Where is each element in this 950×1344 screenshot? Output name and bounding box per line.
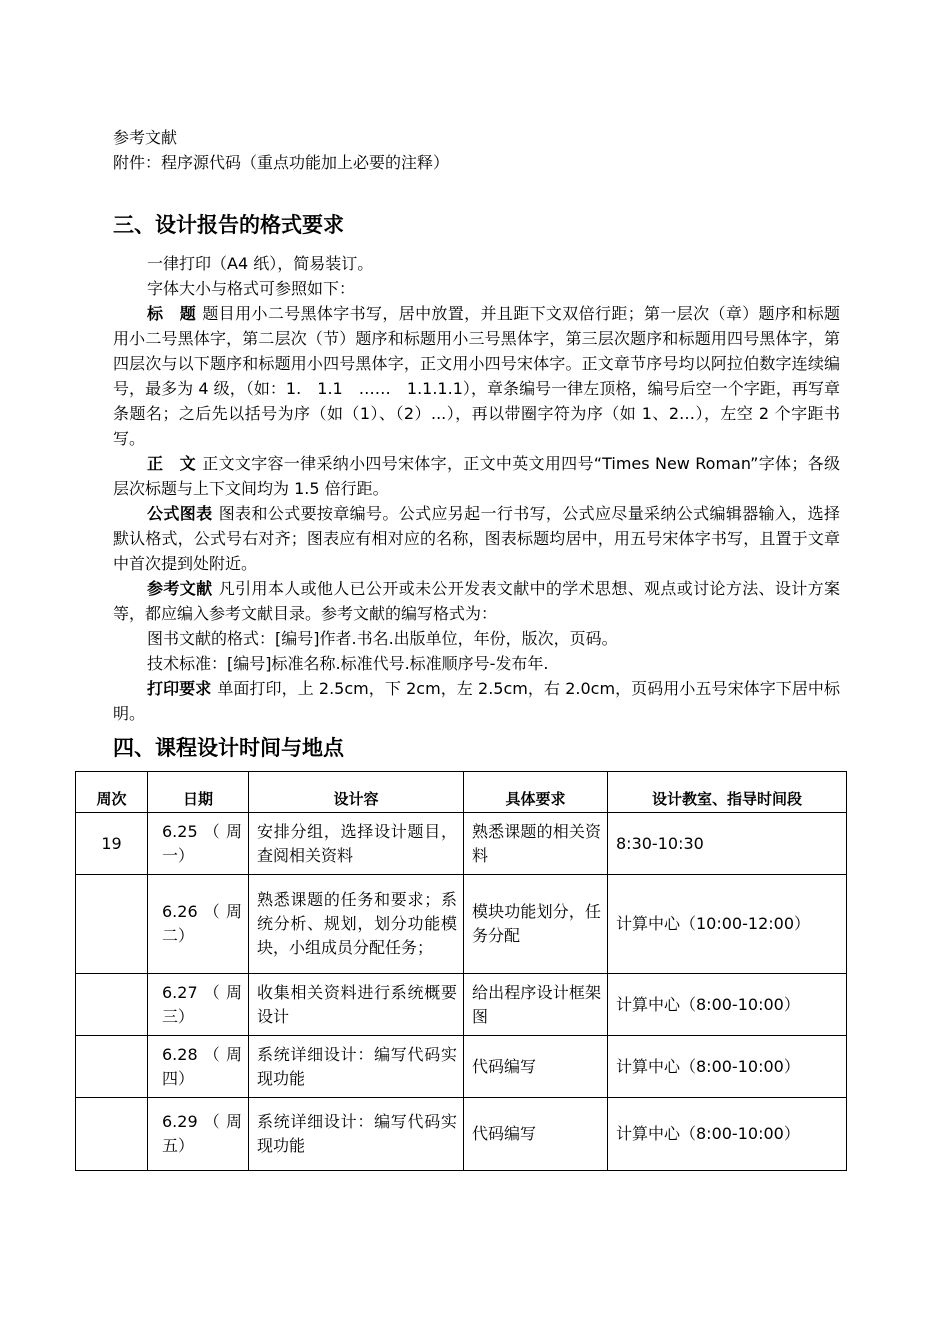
standard-ref-format-line: 技术标准：[编号]标准名称.标准代号.标准顺序号-发布年. xyxy=(147,654,549,673)
date-cell: 6.28（周四） xyxy=(148,1036,249,1098)
table-row xyxy=(76,1098,847,1171)
content-cell: 收集相关资料进行系统概要设计 xyxy=(249,974,464,1036)
ref-heading-line: 参考文献 xyxy=(113,128,178,147)
print-requirements-paragraph: 打印要求 单面打印，上 2.5cm，下 2cm，左 2.5cm，右 2.0cm，页码用小五号宋体字下居中标明。 xyxy=(113,679,840,723)
requirement-cell: 代码编写 xyxy=(464,1098,608,1171)
content-cell: 系统详细设计：编写代码实现功能 xyxy=(249,1098,464,1171)
place-cell: 计算中心（8:00-10:00） xyxy=(608,974,847,1036)
requirement-cell: 代码编写 xyxy=(464,1036,608,1098)
content-text: 熟悉课题的任务和要求；系统分析、规划，划分功能模块，小组成员分配任务； xyxy=(257,890,457,957)
requirement-cell: 给出程序设计框架图 xyxy=(464,974,608,1036)
header-date: 日期 xyxy=(148,772,249,813)
date-cell: 6.27（周三） xyxy=(148,974,249,1036)
place-cell: 计算中心（10:00-12:00） xyxy=(608,875,847,974)
title-format-paragraph: 标 题 题目用小二号黑体字书写，居中放置，并且距下文双倍行距；第一层次（章）题序和标题用小二号黑体字，第二层次（节）题序和标题用小三号黑体字，第三层次题序和标题用四号黑体字，第四层次与以下题序和标题用小四号黑体字，正文用小四号宋体字。正文章节序号均以阿拉伯数字连续编号，最多为 4 级，（如：1. 1.1 …… 1.1.1.1），章条编号一律左顶格，编号后空一个字距，再写章条题名；之后先以括号为序（如（1）、（2）...），再以带圈字符为序（如 1、2…），左空 2 个字距书写。 xyxy=(113,304,840,448)
header-content: 设计容 xyxy=(249,772,464,813)
requirement-cell: 模块功能划分，任务分配 xyxy=(464,875,608,974)
table-row xyxy=(76,875,847,974)
date-cell: 6.25（周一） xyxy=(148,813,249,875)
item-label: 公式图表 xyxy=(147,504,213,523)
references-paragraph: 参考文献 凡引用本人或他人已公开或未公开发表文献中的学术思想、观点或讨论方法、设计方案等，都应编入参考文献目录。参考文献的编写格式为： xyxy=(113,579,840,623)
item-label: 标 题 xyxy=(147,304,197,323)
formula-figure-paragraph: 公式图表 图表和公式要按章编号。公式应另起一行书写，公式应尽量采纳公式编辑器输入，选择默认格式，公式号右对齐；图表应有相对应的名称，图表标题均居中，用五号宋体字书写，且置于文章中首次提到处附近。 xyxy=(113,504,840,573)
requirement-cell: 熟悉课题的相关资料 xyxy=(464,813,608,875)
week-cell xyxy=(76,1036,148,1098)
section-4-title: 四、课程设计时间与地点 xyxy=(113,736,344,760)
place-cell: 计算中心（8:00-10:00） xyxy=(608,1098,847,1171)
table-row xyxy=(76,1036,847,1098)
place-cell: 8:30-10:30 xyxy=(608,813,847,875)
item-label: 正 文 xyxy=(147,454,196,473)
header-place-time: 设计教室、指导时间段 xyxy=(608,772,847,813)
item-label: 打印要求 xyxy=(147,679,212,698)
header-requirements: 具体要求 xyxy=(464,772,608,813)
table-header-row xyxy=(76,772,847,813)
date-cell: 6.29（周五） xyxy=(148,1098,249,1171)
header-week: 周次 xyxy=(76,772,148,813)
date-cell: 6.26（周二） xyxy=(148,875,249,974)
place-cell: 计算中心（8:00-10:00） xyxy=(608,1036,847,1098)
schedule-table xyxy=(75,771,847,1171)
week-cell xyxy=(76,1098,148,1171)
content-cell: 安排分组，选择设计题目，查阅相关资料 xyxy=(249,813,464,875)
body-format-paragraph: 正 文 正文文字容一律采纳小四号宋体字，正文中英文用四号“Times New Roman”字体；各级层次标题与上下文间均为 1.5 倍行距。 xyxy=(113,454,840,498)
content-cell xyxy=(249,875,464,974)
font-format-line: 字体大小与格式可参照如下： xyxy=(147,279,356,298)
print-binding-line: 一律打印（A4 纸），简易装订。 xyxy=(147,254,374,273)
week-cell xyxy=(76,875,148,974)
appendix-line: 附件：程序源代码（重点功能加上必要的注释） xyxy=(113,153,450,172)
book-ref-format-line: 图书文献的格式：[编号]作者.书名.出版单位，年份，版次，页码。 xyxy=(147,629,618,648)
item-label: 参考文献 xyxy=(147,579,213,598)
week-cell: 19 xyxy=(76,813,148,875)
table-row xyxy=(76,974,847,1036)
week-cell xyxy=(76,974,148,1036)
section-3-title: 三、设计报告的格式要求 xyxy=(113,213,344,237)
table-row xyxy=(76,813,847,875)
content-cell: 系统详细设计：编写代码实现功能 xyxy=(249,1036,464,1098)
